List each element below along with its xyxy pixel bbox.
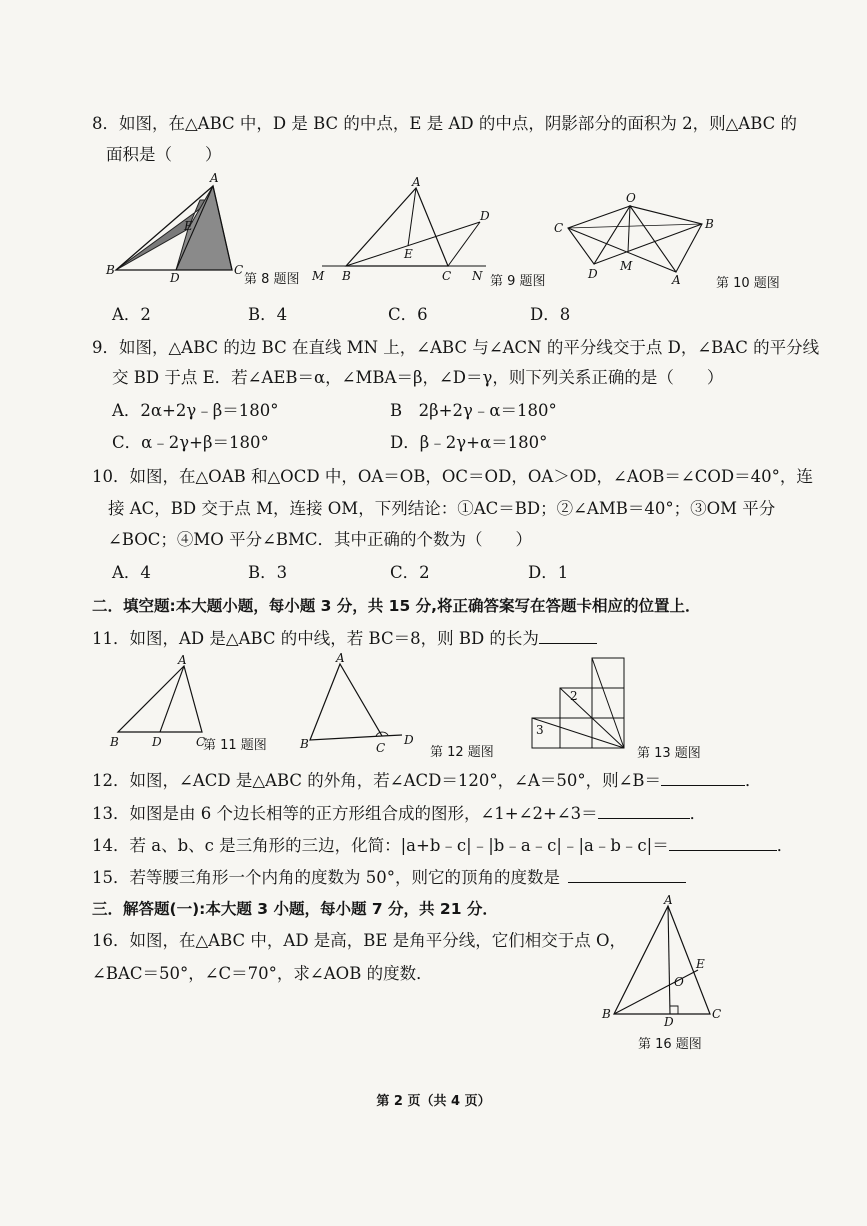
q11-label-c: C: [196, 735, 206, 749]
q8-label-c: C: [234, 263, 244, 277]
q11-caption: 第 11 题图: [203, 738, 267, 753]
q9-label-n: N: [472, 269, 483, 283]
q16-label-b: B: [602, 1007, 611, 1021]
q10-line1: 10．如图，在△OAB 和△OCD 中，OA＝OB，OC＝OD，OA＞OD，∠AOB＝∠COD＝40°，连: [92, 467, 813, 486]
q9-line1: 9．如图，△ABC 的边 BC 在直线 MN 上，∠ABC 与∠ACN 的平分线交于点 D，∠BAC 的平分线: [92, 338, 820, 357]
q10-caption: 第 10 题图: [716, 276, 780, 291]
q10-label-o: O: [626, 191, 636, 205]
q16-line1: 16．如图，在△ABC 中，AD 是高，BE 是角平分线，它们相交于点 O，: [92, 931, 626, 950]
q15-answer-blank: [568, 866, 686, 883]
q8-line1: 8．如图，在△ABC 中，D 是 BC 的中点，E 是 AD 的中点，阴影部分的面积为 2，则△ABC 的: [92, 114, 797, 133]
q9-figure: [308, 175, 498, 283]
q8-label-a: A: [210, 171, 219, 185]
q10-option-d: D．1: [528, 563, 569, 582]
q12-label-d: D: [404, 733, 414, 747]
q10-line3: ∠BOC；④MO 平分∠BMC．其中正确的个数为（ ）: [108, 530, 533, 549]
q10-figure: [550, 192, 720, 288]
q9-label-m: M: [312, 269, 325, 283]
q14-end: ．: [776, 836, 794, 855]
q12-text-row: [92, 769, 762, 791]
q13-caption: 第 13 题图: [637, 746, 701, 761]
q8-option-d: D．8: [530, 305, 571, 324]
q8-option-a: A．2: [112, 305, 151, 324]
q11-label-b: B: [110, 735, 119, 749]
q11-label-a: A: [178, 653, 187, 667]
q10-label-b: B: [705, 217, 714, 231]
q8-line2: 面积是（ ）: [106, 145, 222, 164]
q8-caption: 第 8 题图: [244, 272, 300, 287]
q8-label-d: D: [170, 271, 180, 285]
q8-figure: [100, 171, 250, 285]
q8-label-e: E: [184, 219, 193, 233]
q14-text-row: [92, 834, 793, 856]
q9-label-a: A: [412, 175, 421, 189]
q12-answer-blank: [661, 769, 745, 786]
q16-figure: [598, 894, 728, 1030]
q10-label-d: D: [588, 267, 598, 281]
q16-label-e: E: [696, 957, 705, 971]
q8-option-b: B．4: [248, 305, 288, 324]
q9-label-e: E: [404, 247, 413, 261]
q13-label-3: 3: [536, 723, 544, 737]
q9-label-b: B: [342, 269, 351, 283]
q9-option-c: C．α﹣2γ+β＝180°: [112, 433, 269, 452]
q9-caption: 第 9 题图: [490, 274, 546, 289]
q11-text: 11．如图，AD 是△ABC 的中线，若 BC＝8，则 BD 的长为: [92, 629, 539, 648]
section3-heading: 三．解答题(一):本大题 3 小题，每小题 7 分，共 21 分．: [92, 900, 498, 918]
q16-label-d: D: [664, 1015, 674, 1029]
q14-text: 14．若 a、b、c 是三角形的三边，化简：|a+b﹣c|﹣|b﹣a﹣c|﹣|a﹣b﹣c|＝: [92, 836, 669, 855]
page-footer: 第 2 页（共 4 页）: [376, 1094, 491, 1109]
q12-label-c: C: [376, 741, 386, 755]
q10-option-a: A．4: [112, 563, 151, 582]
q10-line2: 接 AC，BD 交于点 M，连接 OM，下列结论：①AC＝BD；②∠AMB＝40°；③OM 平分: [108, 499, 776, 518]
q8-label-b: B: [106, 263, 115, 277]
q16-label-a: A: [664, 893, 673, 907]
q9-label-c: C: [442, 269, 452, 283]
q9-option-a: A．2α+2γ﹣β＝180°: [112, 401, 279, 420]
q14-answer-blank: [669, 834, 777, 851]
q13-text-row: [92, 802, 706, 824]
q8-option-c: C．6: [388, 305, 428, 324]
q11-text-row: [92, 627, 597, 649]
q10-label-c: C: [554, 221, 564, 235]
section2-heading: 二．填空题:本大题小题，每小题 3 分，共 15 分,将正确答案写在答题卡相应的位置上．: [92, 597, 701, 615]
q10-label-m: M: [620, 259, 633, 273]
q16-label-c: C: [712, 1007, 722, 1021]
q13-end: ．: [689, 804, 707, 823]
q15-text: 15．若等腰三角形一个内角的度数为 50°，则它的顶角的度数是: [92, 868, 560, 887]
q9-option-b: B 2β+2γ﹣α＝180°: [390, 401, 557, 420]
q13-label-2: 2: [570, 689, 578, 703]
q16-caption: 第 16 题图: [638, 1037, 702, 1052]
q12-text: 12．如图，∠ACD 是△ABC 的外角，若∠ACD＝120°，∠A＝50°，则∠B＝: [92, 771, 662, 790]
q10-option-c: C．2: [390, 563, 430, 582]
q12-label-a: A: [336, 651, 345, 665]
q16-line2: ∠BAC＝50°，∠C＝70°，求∠AOB 的度数．: [92, 964, 433, 983]
q10-label-a: A: [672, 273, 681, 287]
q11-answer-blank: [539, 627, 597, 644]
q16-label-o: O: [674, 975, 684, 989]
q13-answer-blank: [598, 802, 690, 819]
q9-option-d: D．β﹣2γ+α＝180°: [390, 433, 548, 452]
q12-figure: [296, 651, 426, 755]
q13-figure: [528, 654, 632, 750]
q12-caption: 第 12 题图: [430, 745, 494, 760]
q15-text-row: [92, 866, 686, 888]
q13-text: 13．如图是由 6 个边长相等的正方形组合成的图形，∠1+∠2+∠3＝: [92, 804, 598, 823]
q11-label-d: D: [152, 735, 162, 749]
q12-end: ．: [745, 771, 762, 790]
q9-label-d: D: [480, 209, 490, 223]
q12-label-b: B: [300, 737, 309, 751]
q10-option-b: B．3: [248, 563, 288, 582]
q9-line2: 交 BD 于点 E．若∠AEB＝α，∠MBA＝β，∠D＝γ，则下列关系正确的是（ ）: [112, 368, 724, 387]
